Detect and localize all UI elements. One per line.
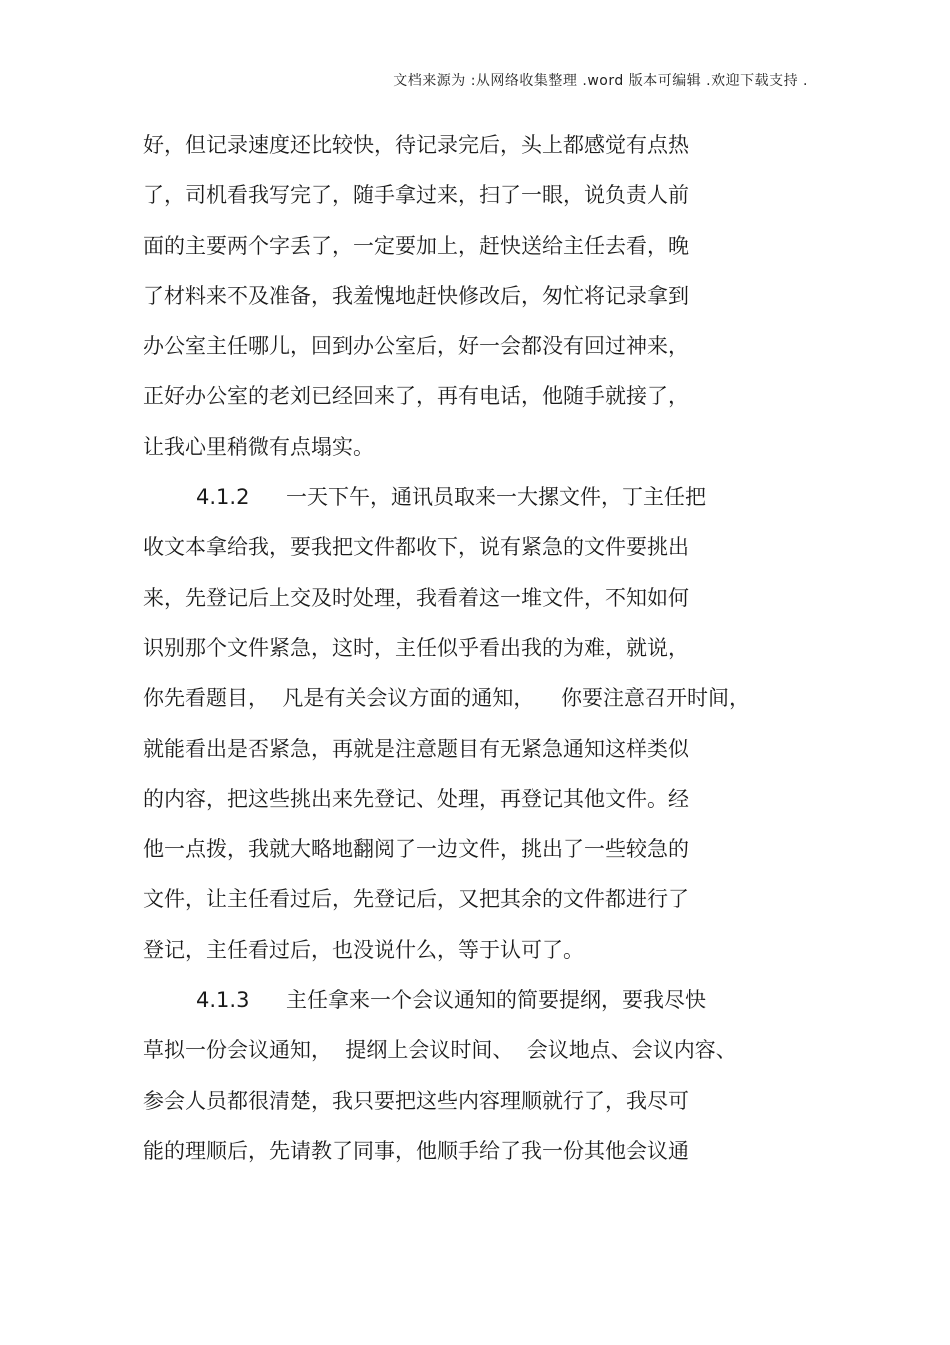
text-line: 让我心里稍微有点塌实。 [143,434,374,459]
text-line: 他一点拨，我就大略地翻阅了一边文件，挑出了一些较急的 [143,837,689,862]
document-body [143,120,823,1176]
text-line: 了，司机看我写完了，随手拿过来，扫了一眼，说负责人前 [143,183,689,208]
text-line: 面的主要两个字丢了，一定要加上，赶快送给主任去看，晚 [143,233,689,258]
section-number: 4.1.2 [196,485,250,510]
text-line: 收文本拿给我，要我把文件都收下，说有紧急的文件要挑出 [143,535,689,560]
section-text: 一天下午，通讯员取来一大摞文件，丁主任把 [286,485,706,510]
section-first-line [143,472,823,522]
text-line: 了材料来不及准备，我羞愧地赶快修改后，匆忙将记录拿到 [143,283,689,308]
text-line: 就能看出是否紧急，再就是注意题目有无紧急通知这样类似 [143,736,689,761]
text-line: 识别那个文件紧急，这时，主任似乎看出我的为难，就说， [143,635,689,660]
text-line: 好，但记录速度还比较快，待记录完后，头上都感觉有点热 [143,133,689,157]
page-header: 文档来源为 :从网络收集整理 .word 版本可编辑 .欢迎下载支持 . [393,73,808,89]
text-line: 参会人员都很清楚，我只要把这些内容理顺就行了，我尽可 [143,1088,689,1113]
text-line: 正好办公室的老刘已经回来了，再有电话，他随手就接了， [143,384,689,409]
section-text: 主任拿来一个会议通知的简要提纲，要我尽快 [286,988,706,1013]
text-line: 的内容，把这些挑出来先登记、处理，再登记其他文件。经 [143,786,689,811]
section-first-line [143,975,823,1025]
text-line: 草拟一份会议通知， 提纲上会议时间、 会议地点、会议内容、 [143,1038,737,1063]
text-line: 来，先登记后上交及时处理，我看着这一堆文件，不知如何 [143,585,689,610]
section-number: 4.1.3 [196,988,250,1013]
text-line: 办公室主任哪儿，回到办公室后，好一会都没有回过神来， [143,334,689,359]
text-line: 能的理顺后，先请教了同事，他顺手给了我一份其他会议通 [143,1138,689,1163]
text-line: 登记，主任看过后，也没说什么，等于认可了。 [143,937,584,962]
text-line: 你先看题目， 凡是有关会议方面的通知， 你要注意召开时间， [143,686,751,711]
text-line: 文件，让主任看过后，先登记后，又把其余的文件都进行了 [143,887,689,912]
